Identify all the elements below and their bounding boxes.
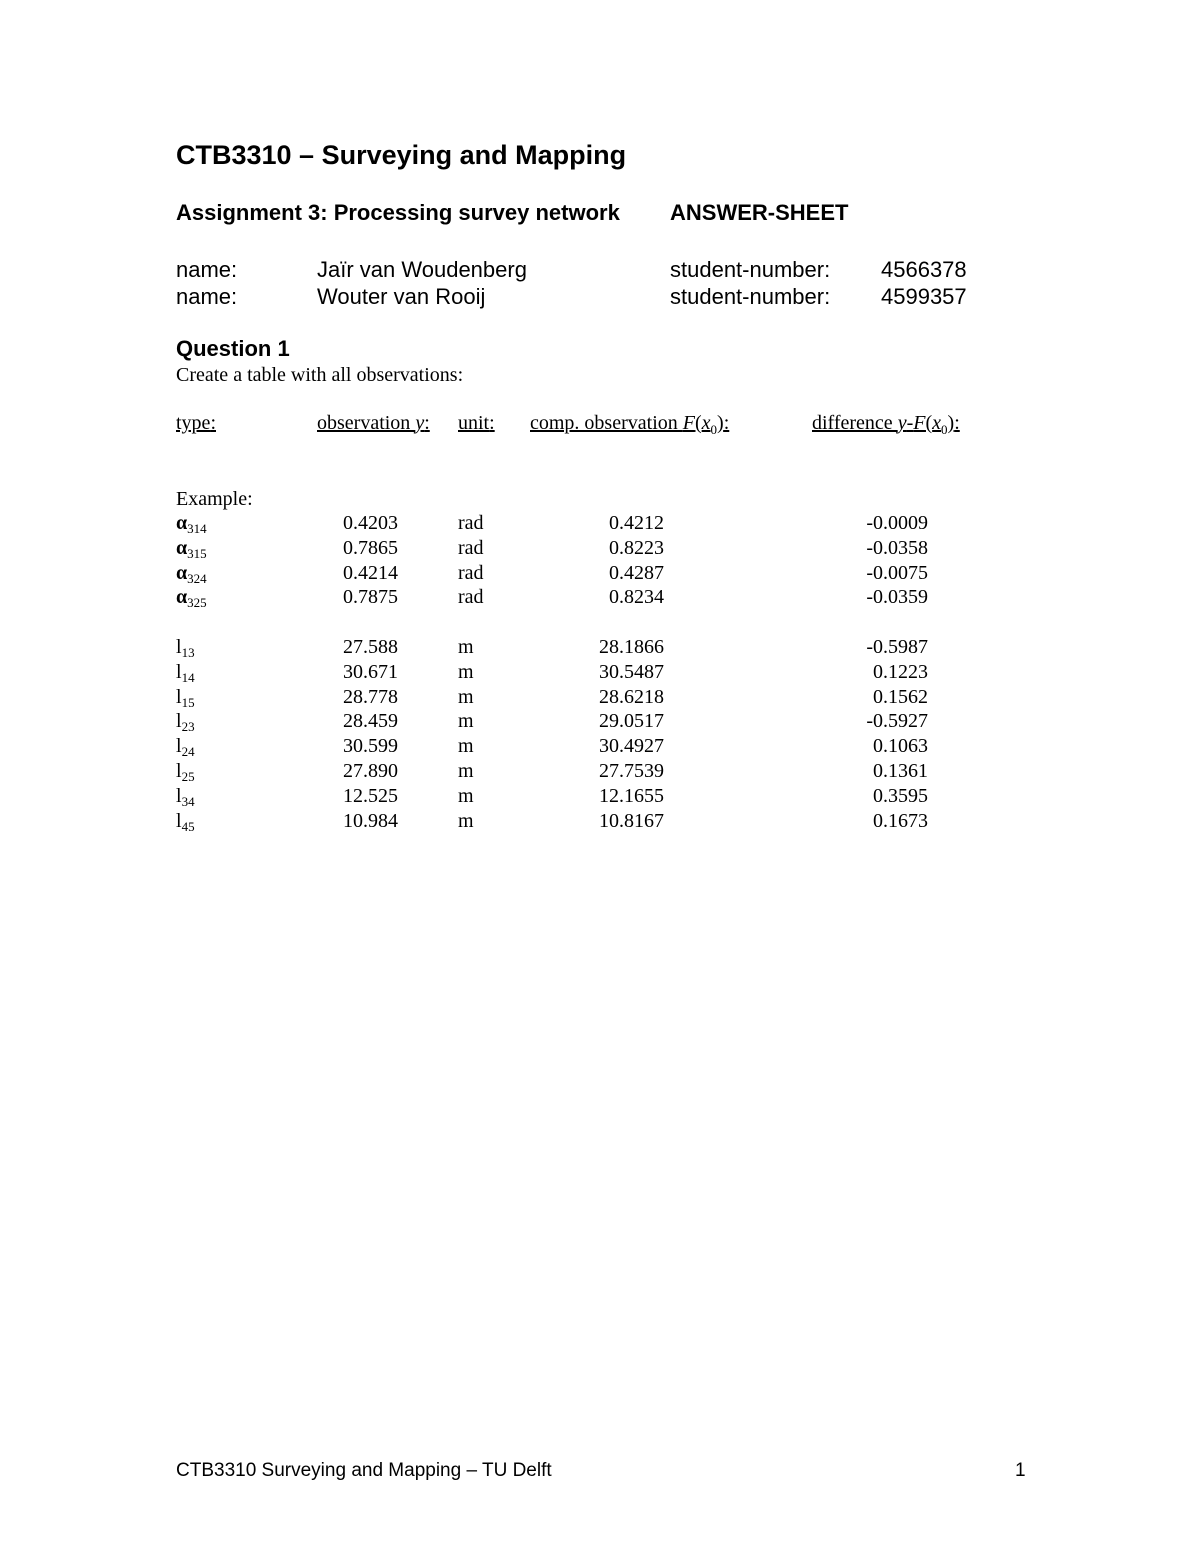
row-unit: rad bbox=[458, 536, 484, 559]
row-difference: -0.0359 bbox=[866, 586, 928, 609]
answer-sheet-label: ANSWER-SHEET bbox=[670, 200, 849, 225]
symbol-letter: l bbox=[176, 784, 182, 807]
symbol-subscript: 34 bbox=[181, 793, 195, 809]
student-number-label: student-number: bbox=[670, 284, 831, 309]
row-difference: 0.1223 bbox=[873, 660, 928, 683]
row-computed: 12.1655 bbox=[599, 784, 664, 807]
row-difference: -0.5987 bbox=[866, 636, 928, 658]
example-label: Example: bbox=[176, 488, 253, 510]
row-computed: 29.0517 bbox=[599, 710, 664, 733]
symbol-subscript: 14 bbox=[181, 669, 195, 685]
symbol-letter: l bbox=[176, 809, 182, 832]
symbol-subscript: 23 bbox=[181, 719, 195, 735]
row-symbol bbox=[176, 785, 195, 810]
row-unit: m bbox=[458, 809, 474, 832]
footer-text: CTB3310 Surveying and Mapping – TU Delft bbox=[176, 1460, 552, 1481]
student-name: Wouter van Rooij bbox=[317, 284, 486, 309]
symbol-letter: l bbox=[176, 760, 182, 782]
row-unit: m bbox=[458, 710, 474, 733]
symbol-subscript: 315 bbox=[187, 545, 207, 561]
row-symbol bbox=[176, 512, 207, 537]
row-computed: 0.8223 bbox=[609, 536, 664, 559]
row-difference: 0.1063 bbox=[873, 735, 928, 758]
row-computed: 30.4927 bbox=[599, 735, 664, 758]
row-difference: 0.1562 bbox=[873, 685, 928, 708]
row-unit: rad bbox=[458, 561, 484, 584]
row-difference: -0.0358 bbox=[866, 536, 928, 559]
student-name: Jaïr van Woudenberg bbox=[317, 257, 527, 282]
symbol-letter: α bbox=[176, 512, 188, 534]
row-symbol bbox=[176, 686, 195, 711]
row-observation: 12.525 bbox=[343, 784, 398, 807]
symbol-letter: α bbox=[176, 536, 188, 559]
row-observation: 30.671 bbox=[343, 660, 398, 683]
header-observation: observation y: bbox=[317, 412, 430, 434]
row-computed: 28.6218 bbox=[599, 685, 664, 708]
header-unit: unit: bbox=[458, 412, 495, 434]
row-unit: m bbox=[458, 685, 474, 708]
row-difference: -0.0075 bbox=[866, 561, 928, 584]
row-computed: 0.4212 bbox=[609, 512, 664, 534]
symbol-subscript: 13 bbox=[181, 645, 195, 660]
row-symbol bbox=[176, 810, 195, 835]
symbol-subscript: 325 bbox=[187, 595, 207, 611]
symbol-letter: l bbox=[176, 660, 182, 683]
row-computed: 27.7539 bbox=[599, 760, 664, 782]
row-computed: 0.4287 bbox=[609, 561, 664, 584]
question-heading: Question 1 bbox=[176, 336, 290, 361]
symbol-letter: l bbox=[176, 636, 182, 658]
row-symbol bbox=[176, 537, 207, 562]
row-unit: m bbox=[458, 735, 474, 758]
row-observation: 0.4203 bbox=[343, 512, 398, 534]
row-unit: m bbox=[458, 660, 474, 683]
header-type: type: bbox=[176, 412, 216, 434]
row-symbol bbox=[176, 735, 195, 760]
row-symbol bbox=[176, 636, 195, 661]
symbol-letter: l bbox=[176, 735, 182, 758]
row-observation: 0.7875 bbox=[343, 586, 398, 609]
symbol-letter: α bbox=[176, 586, 188, 609]
symbol-subscript: 24 bbox=[181, 744, 195, 760]
row-unit: m bbox=[458, 784, 474, 807]
symbol-letter: l bbox=[176, 685, 182, 708]
symbol-subscript: 324 bbox=[187, 570, 207, 586]
row-observation: 28.459 bbox=[343, 710, 398, 733]
row-difference: 0.3595 bbox=[873, 784, 928, 807]
row-observation: 0.4214 bbox=[343, 561, 398, 584]
header-computed-observation: comp. observation $F(x_0)$: bbox=[530, 412, 730, 437]
student-number: 4566378 bbox=[881, 257, 967, 282]
row-unit: rad bbox=[458, 512, 484, 534]
row-computed: 10.8167 bbox=[599, 809, 664, 832]
name-label: name: bbox=[176, 257, 238, 282]
row-observation: 27.588 bbox=[343, 636, 398, 658]
row-difference: 0.1673 bbox=[873, 809, 928, 832]
row-computed: 0.8234 bbox=[609, 586, 664, 609]
student-number-label: student-number: bbox=[670, 257, 831, 282]
row-difference: -0.0009 bbox=[866, 512, 928, 534]
row-unit: m bbox=[458, 760, 474, 782]
row-observation: 27.890 bbox=[343, 760, 398, 782]
symbol-letter: α bbox=[176, 561, 188, 584]
row-observation: 10.984 bbox=[343, 809, 398, 832]
symbol-subscript: 45 bbox=[181, 818, 195, 834]
symbol-letter: l bbox=[176, 710, 182, 733]
row-symbol bbox=[176, 710, 195, 735]
row-symbol bbox=[176, 562, 207, 587]
row-observation: 30.599 bbox=[343, 735, 398, 758]
row-symbol bbox=[176, 661, 195, 686]
document-title: CTB3310 – Surveying and Mapping bbox=[176, 140, 627, 170]
row-difference: -0.5927 bbox=[866, 710, 928, 733]
question-instruction: Create a table with all observations: bbox=[176, 364, 464, 386]
row-unit: rad bbox=[458, 586, 484, 609]
row-computed: 30.5487 bbox=[599, 660, 664, 683]
row-observation: 28.778 bbox=[343, 685, 398, 708]
page-number: 1 bbox=[1015, 1460, 1026, 1481]
assignment-title: Assignment 3: Processing survey network bbox=[176, 200, 620, 225]
row-symbol bbox=[176, 760, 195, 785]
student-number: 4599357 bbox=[881, 284, 967, 309]
row-observation: 0.7865 bbox=[343, 536, 398, 559]
symbol-subscript: 15 bbox=[181, 694, 195, 710]
header-difference: difference $y-F(x_0)$: bbox=[812, 412, 960, 437]
row-difference: 0.1361 bbox=[873, 760, 928, 782]
row-unit: m bbox=[458, 636, 474, 658]
symbol-subscript: 314 bbox=[187, 521, 207, 536]
row-computed: 28.1866 bbox=[599, 636, 664, 658]
row-symbol bbox=[176, 586, 207, 611]
symbol-subscript: 25 bbox=[181, 769, 195, 784]
name-label: name: bbox=[176, 284, 238, 309]
